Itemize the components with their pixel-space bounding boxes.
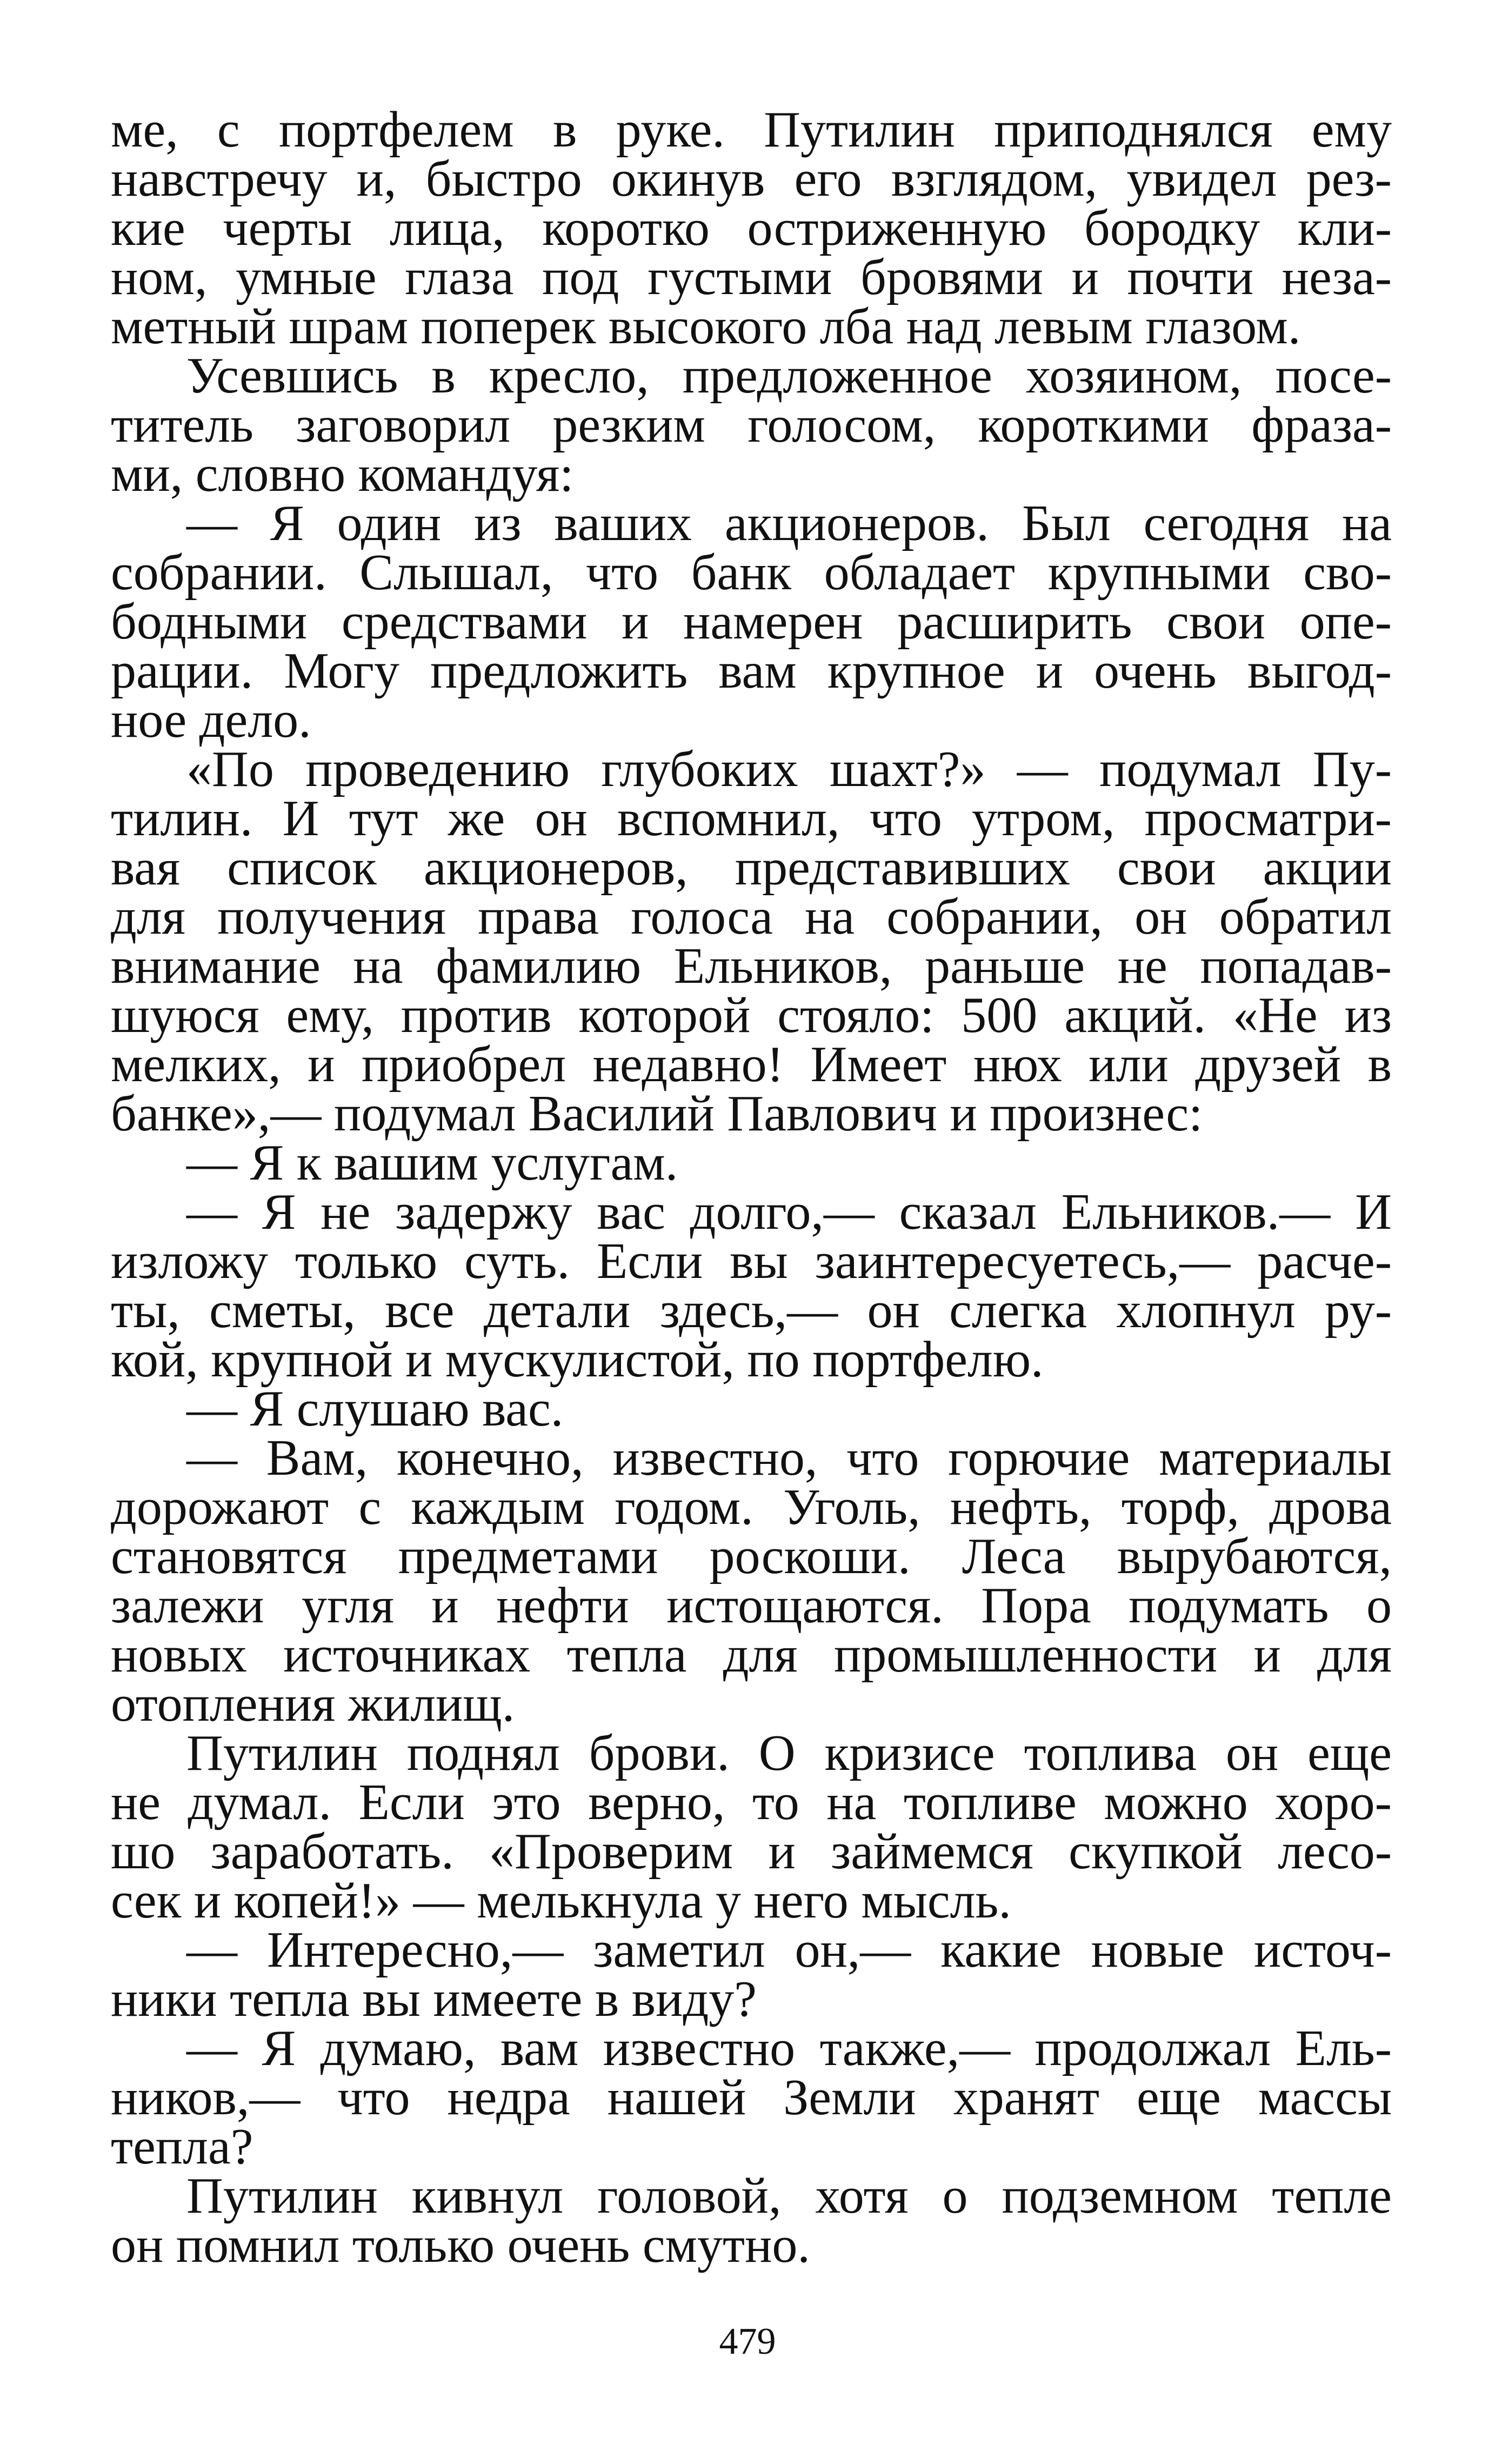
text-line: изложу только суть. Если вы заинтересуетесь,— расче- (111, 1233, 1392, 1289)
text-line: не думал. Если это верно, то на топливе можно хоро- (111, 1774, 1392, 1830)
text-line: он помнил только очень смутно. (111, 2217, 810, 2273)
text-line: собрании. Слышал, что банк обладает крупными сво- (111, 544, 1392, 601)
text-line: шуюся ему, против которой стояло: 500 акций. «Не из (111, 987, 1392, 1043)
text-line: дорожают с каждым годом. Уголь, нефть, торф, дрова (111, 1479, 1392, 1535)
text-line: — Я к вашим услугам. (186, 1135, 678, 1191)
text-line: тепла? (111, 2119, 253, 2175)
page-text-block (111, 102, 1392, 2273)
text-line: для получения права голоса на собрании, он обратил (111, 889, 1392, 945)
text-line: ми, словно командуя: (111, 446, 574, 502)
text-line: банке»,— подумал Василий Павлович и произнес: (111, 1086, 1203, 1142)
text-line: титель заговорил резким голосом, короткими фраза- (111, 397, 1392, 453)
text-line: сек и копей!» — мелькнула у него мысль. (111, 1873, 1011, 1929)
text-line: ное дело. (111, 692, 311, 748)
text-line: бодными средствами и намерен расширить свои опе- (111, 594, 1392, 650)
text-line: Путилин кивнул головой, хотя о подземном тепле (186, 2168, 1392, 2224)
text-line: ники тепла вы имеете в виду? (111, 1971, 757, 2027)
text-line: тилин. И тут же он вспомнил, что утром, просматри- (111, 790, 1392, 847)
text-line: — Я думаю, вам известно также,— продолжал Ель- (186, 2020, 1392, 2076)
text-line: кие черты лица, коротко остриженную бородку кли- (111, 200, 1392, 256)
text-line: кой, крупной и мускулистой, по портфелю. (111, 1331, 1044, 1388)
text-line: ников,— что недра нашей Земли хранят еще массы (111, 2069, 1392, 2126)
text-line: — Интересно,— заметил он,— какие новые источ- (186, 1922, 1392, 1978)
text-line: мелких, и приобрел недавно! Имеет нюх или друзей в (111, 1036, 1392, 1093)
text-line: ты, сметы, все детали здесь,— он слегка хлопнул ру- (111, 1282, 1392, 1338)
text-line: — Я не задержу вас долго,— сказал Ельников.— И (186, 1184, 1392, 1240)
text-line: Усевшись в кресло, предложенное хозяином, посе- (186, 348, 1392, 404)
text-line: «По проведению глубоких шахт?» — подумал Пу- (186, 741, 1392, 797)
text-line: ме, с портфелем в руке. Путилин приподнялся ему (111, 102, 1392, 158)
text-line: Путилин поднял брови. О кризисе топлива он еще (186, 1725, 1392, 1781)
text-line: метный шрам поперек высокого лба над левым глазом. (111, 298, 1301, 355)
text-line: внимание на фамилию Ельников, раньше не попадав- (111, 938, 1392, 994)
text-line: становятся предметами роскоши. Леса вырубаются, (111, 1528, 1392, 1584)
text-line: — Я слушаю вас. (186, 1381, 564, 1437)
text-line: вая список акционеров, представивших свои акции (111, 840, 1392, 896)
text-line: рации. Могу предложить вам крупное и очень выгод- (111, 643, 1392, 699)
page-number: 479 (719, 2321, 776, 2362)
text-line: — Вам, конечно, известно, что горючие материалы (186, 1430, 1392, 1486)
text-line: ном, умные глаза под густыми бровями и почти неза- (111, 249, 1392, 305)
text-line: новых источниках тепла для промышленности и для (111, 1627, 1392, 1683)
text-line: навстречу и, быстро окинув его взглядом, увидел рез- (111, 151, 1392, 207)
text-line: залежи угля и нефти истощаются. Пора подумать о (111, 1577, 1392, 1634)
text-line: шо заработать. «Проверим и займемся скупкой лесо- (111, 1823, 1392, 1880)
text-line: — Я один из ваших акционеров. Был сегодня на (186, 495, 1392, 551)
text-line: отопления жилищ. (111, 1676, 515, 1732)
